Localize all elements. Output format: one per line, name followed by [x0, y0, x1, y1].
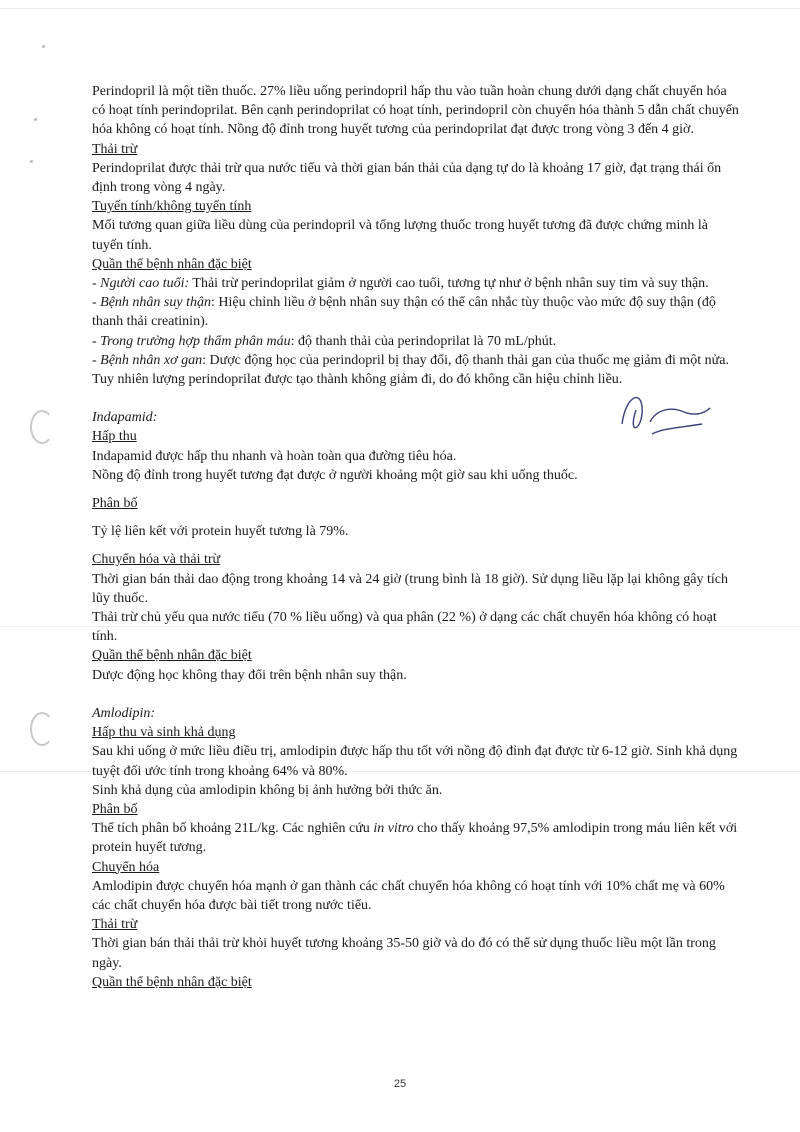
scan-line [0, 8, 800, 9]
scan-speck [30, 160, 33, 163]
indapamid-metabolism-text-1: Thời gian bán thải dao động trong khoảng 14 và 24 giờ (trung bình là 18 giờ). Sử dụng liều lặp lại không gây tích lũy thuốc. [92, 571, 728, 606]
amlodipin-distribution-heading: Phân bố [92, 801, 138, 817]
amlodipin-title: Amlodipin: [92, 705, 155, 721]
perindopril-renal-paragraph [92, 293, 740, 331]
amlodipin-metabolism-text: Amlodipin được chuyển hóa mạnh ở gan thành các chất chuyển hóa không có hoạt tính với 10% chất mẹ và 60% các chất chuyển hóa được bài tiết trong nước tiểu. [92, 878, 725, 913]
page-number: 25 [393, 1078, 407, 1090]
indapamid-distribution-heading: Phân bố [92, 496, 138, 512]
punch-hole [30, 410, 54, 444]
in-vitro-term: in vitro [373, 821, 414, 837]
indapamid-special-text: Dược động học không thay đổi trên bệnh nhân suy thận. [92, 667, 407, 683]
perindopril-linearity-heading: Tuyến tính/không tuyến tính [92, 199, 252, 215]
renal-label: - Bệnh nhân suy thận [92, 295, 211, 311]
dialysis-label: - Trong trường hợp thẩm phân máu [92, 333, 291, 349]
distribution-text-pre: Thể tích phân bố khoảng 21L/kg. Các nghiên cứu [92, 821, 374, 837]
perindopril-linearity-text: Mối tương quan giữa liều dùng của perindopril và tổng lượng thuốc trong huyết tương đã được chứng minh là tuyến tính. [92, 218, 708, 253]
indapamid-absorption-text-2: Nồng độ đỉnh trong huyết tương đạt được ở người khoảng một giờ sau khi uống thuốc. [92, 467, 578, 483]
elderly-text: Thải trừ perindoprilat giảm ở người cao tuổi, tương tự như ở bệnh nhân suy tim và suy thận. [189, 276, 709, 292]
perindopril-elimination-text: Perindoprilat được thải trừ qua nước tiểu và thời gian bán thải của dạng tự do là khoảng 17 giờ, đạt trạng thái ổn định trong vòng 4 ngày. [92, 160, 722, 196]
perindopril-special-heading: Quần thể bệnh nhân đặc biệt [92, 256, 252, 272]
indapamid-distribution-text: Tỷ lệ liên kết với protein huyết tương là 79%. [92, 524, 349, 540]
elderly-label: - Người cao tuổi: [92, 276, 190, 292]
cirrhosis-text: : Dược động học của perindopril bị thay đổi, độ thanh thải gan của thuốc mẹ giảm đi một nửa. Tuy nhiên lượng perindoprilat được tạo thành không giảm đi, do đó không cần hiệu chỉnh liều. [92, 352, 729, 388]
scan-speck [42, 45, 45, 48]
amlodipin-elimination-text: Thời gian bán thải thải trừ khỏi huyết tương khoảng 35-50 giờ và do đó có thể sử dụng thuốc liều một lần trong ngày. [92, 936, 716, 971]
perindopril-elderly-paragraph [92, 274, 740, 293]
cirrhosis-label: - Bệnh nhân xơ gan [92, 352, 203, 368]
amlodipin-distribution-paragraph [92, 819, 740, 857]
perindopril-elimination-heading: Thải trừ [92, 141, 138, 157]
amlodipin-absorption-heading: Hấp thu và sinh khả dụng [92, 725, 236, 741]
indapamid-metabolism-text-2: Thải trừ chủ yếu qua nước tiểu (70 % liều uống) và qua phân (22 %) ở dạng các chất chuyển hóa không có hoạt tính. [92, 610, 717, 645]
renal-text: : Hiệu chỉnh liều ở bệnh nhân suy thận có thể cân nhắc tùy thuộc vào mức độ suy thận (độ thanh thải creatinin). [92, 295, 716, 330]
amlodipin-metabolism-heading: Chuyển hóa [92, 859, 160, 875]
amlodipin-absorption-text-1: Sau khi uống ở mức liều điều trị, amlodipin được hấp thu tốt với nồng độ đỉnh đạt được từ 6-12 giờ. Sinh khả dụng tuyệt đối ước tính trong khoảng 64% và 80%. [92, 744, 738, 779]
dialysis-text: : độ thanh thải của perindoprilat là 70 mL/phút. [290, 333, 557, 349]
amlodipin-absorption-text-2: Sinh khả dụng của amlodipin không bị ảnh hưởng bởi thức ăn. [92, 782, 443, 798]
perindopril-intro: Perindopril là một tiền thuốc. 27% liều uống perindopril hấp thu vào tuần hoàn chung dưới dạng chất chuyển hóa có hoạt tính perindoprilat. Bên cạnh perindoprilat có hoạt tính, perindopril còn chuyển hóa thành 5 dẫn chất chuyển hóa không có hoạt tính. Nồng độ đỉnh trong huyết tương của perindoprilat đạt được trong vòng 3 đến 4 giờ. [92, 84, 739, 138]
scan-speck [34, 118, 37, 121]
document-page [92, 82, 740, 992]
indapamid-title: Indapamid: [92, 410, 158, 426]
perindopril-cirrhosis-paragraph [92, 351, 740, 389]
distribution-text-post: cho thấy khoảng 97,5% amlodipin trong máu liên kết với protein huyết tương. [92, 821, 738, 856]
amlodipin-special-heading: Quần thể bệnh nhân đặc biệt [92, 974, 252, 990]
punch-hole [30, 712, 54, 746]
amlodipin-elimination-heading: Thải trừ [92, 917, 138, 933]
indapamid-absorption-heading: Hấp thu [92, 429, 137, 445]
indapamid-metabolism-heading: Chuyển hóa và thải trừ [92, 552, 221, 568]
indapamid-special-heading: Quần thể bệnh nhân đặc biệt [92, 648, 252, 664]
indapamid-absorption-text-1: Indapamid được hấp thu nhanh và hoàn toàn qua đường tiêu hóa. [92, 448, 457, 464]
perindopril-dialysis-paragraph [92, 332, 740, 351]
